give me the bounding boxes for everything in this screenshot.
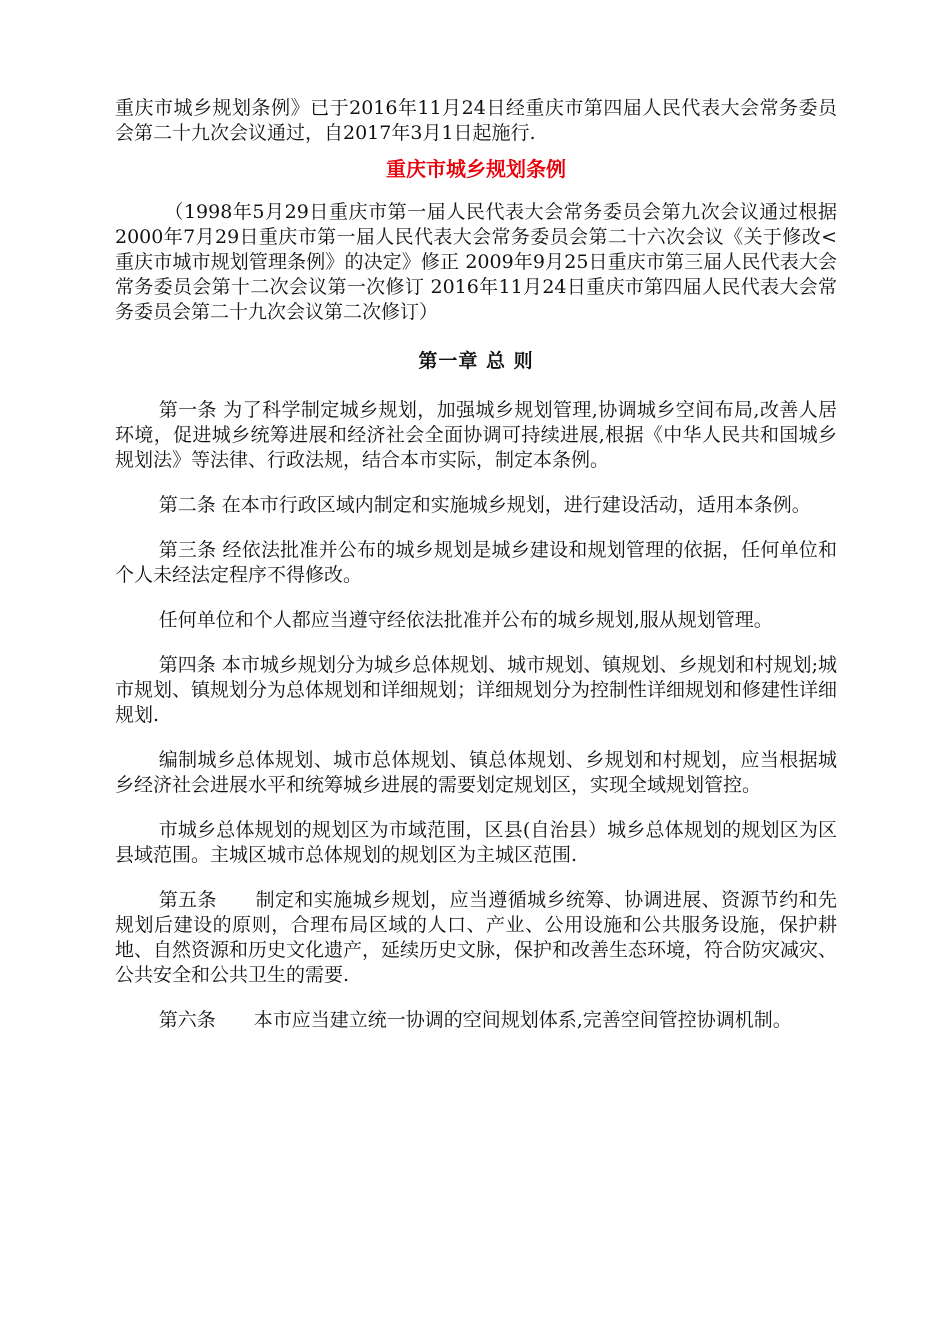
document-title: 重庆市城乡规划条例 xyxy=(386,157,566,181)
article-3: 第三条 经依法批准并公布的城乡规划是城乡建设和规划管理的依据，任何单位和个人未经法定程序不得修改。 xyxy=(115,539,837,586)
revision-history: （1998年5月29日重庆市第一届人民代表大会常务委员会第九次会议通过根据2000年7月29日重庆市第一届人民代表大会常务委员会第二十六次会议《关于修改<重庆市城市规划管理条例》的决定》修正 2009年9月25日重庆市第三届人民代表大会常务委员会第十二次会议第一次修订 2016年11月24日重庆市第四届人民代表大会常务委员会第二十九次会议第二次修订） xyxy=(115,201,837,323)
article-1: 第一条 为了科学制定城乡规划，加强城乡规划管理,协调城乡空间布局,改善人居环境，促进城乡统筹进展和经济社会全面协调可持续进展,根据《中华人民共和国城乡规划法》等法律、行政法规，结合本市实际，制定本条例。 xyxy=(115,399,837,471)
article-4-paragraph-3: 市城乡总体规划的规划区为市域范围，区县(自治县）城乡总体规划的规划区为区县域范围。主城区城市总体规划的规划区为主城区范围. xyxy=(115,819,837,866)
article-6: 第六条 本市应当建立统一协调的空间规划体系,完善空间管控协调机制。 xyxy=(158,1009,792,1031)
article-4: 第四条 本市城乡规划分为城乡总体规划、城市规划、镇规划、乡规划和村规划;城市规划、镇规划分为总体规划和详细规划；详细规划分为控制性详细规划和修建性详细规划. xyxy=(115,654,838,726)
article-4-paragraph-2: 编制城乡总体规划、城市总体规划、镇总体规划、乡规划和村规划，应当根据城乡经济社会进展水平和统筹城乡进展的需要划定规划区，实现全域规划管控。 xyxy=(115,749,837,796)
article-2: 第二条 在本市行政区域内制定和实施城乡规划，进行建设活动，适用本条例。 xyxy=(158,494,811,516)
article-3-paragraph-2: 任何单位和个人都应当遵守经依法批准并公布的城乡规划,服从规划管理。 xyxy=(158,609,773,631)
article-5: 第五条 制定和实施城乡规划，应当遵循城乡统筹、协调进展、资源节约和先规划后建设的原则，合理布局区域的人口、产业、公用设施和公共服务设施，保护耕地、自然资源和历史文化遗产，延续历史文脉，保护和改善生态环境，符合防灾减灾、公共安全和公共卫生的需要. xyxy=(115,889,838,986)
intro-paragraph: 重庆市城乡规划条例》已于2016年11月24日经重庆市第四届人民代表大会常务委员会第二十九次会议通过，自2017年3月1日起施行. xyxy=(115,97,837,144)
chapter-heading: 第一章 总 则 xyxy=(418,350,534,372)
document-page xyxy=(115,96,837,1053)
